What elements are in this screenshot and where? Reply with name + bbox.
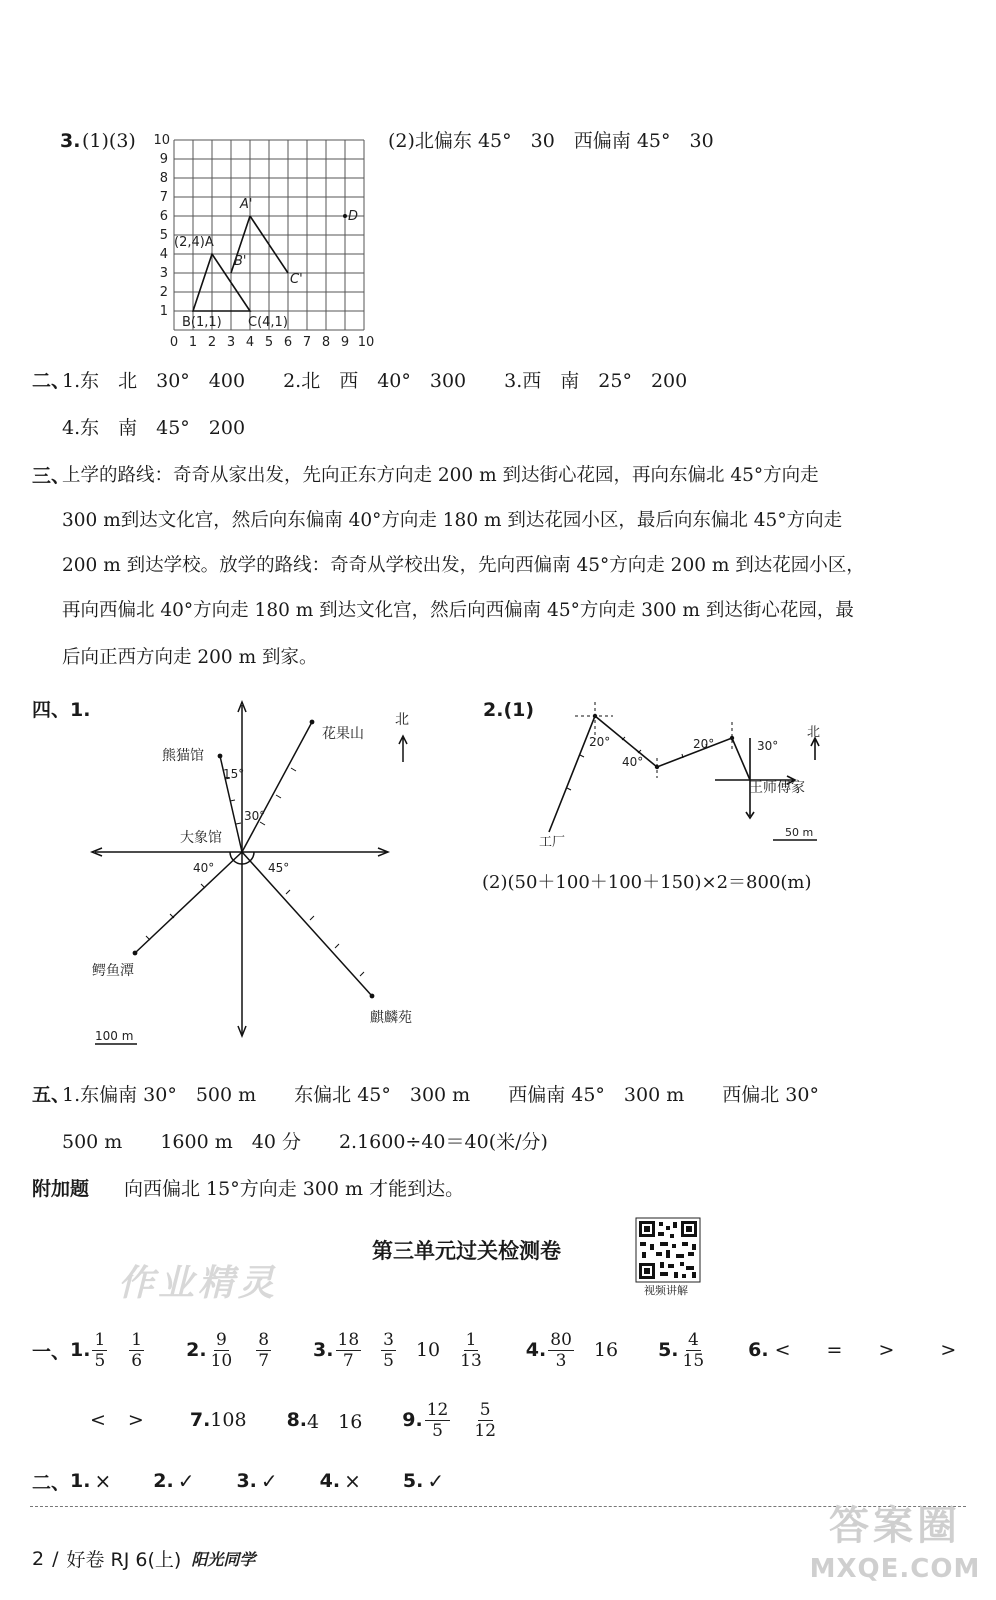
- route-angle-20a: 20°: [589, 735, 611, 749]
- section-3-head: 三、: [32, 465, 71, 487]
- x-tick: 10: [357, 335, 375, 350]
- section-3-line5: 后向正西方向走 200 m 到家。: [62, 647, 318, 668]
- u3-q8-value: 4 16: [307, 1410, 363, 1433]
- q4-2-part2: (2)(50＋100＋100＋150)×2＝800(m): [482, 872, 812, 893]
- label-d: D: [348, 209, 359, 224]
- numerator: 4: [687, 1329, 699, 1350]
- section-3-line3: 200 m 到达学校。放学的路线：奇奇从学校出发，先向西偏南 45°方向走 200 m 到达花园小区，: [62, 555, 865, 576]
- u3-s2-q-label: 5.: [402, 1470, 424, 1492]
- y-tick: 1: [159, 304, 168, 319]
- u3-q2-label: 2.: [186, 1339, 207, 1361]
- numerator: 80: [550, 1329, 572, 1350]
- grid-x-ticks: [170, 335, 374, 350]
- numerator: 1: [465, 1329, 477, 1350]
- u3-q3-frac-a: [336, 1330, 362, 1371]
- unit3-section1-row1: [32, 1325, 966, 1375]
- label-c-prime: C': [290, 272, 303, 287]
- book-code: 好卷 RJ 6(上): [66, 1549, 182, 1571]
- numerator: 3: [383, 1329, 394, 1350]
- map-angle-30: 30°: [244, 809, 266, 823]
- q3-sub-label: (1)(3): [82, 130, 136, 152]
- u3-q2-frac-b: [256, 1330, 271, 1371]
- u3-q6-sym: >: [127, 1409, 144, 1431]
- u3-q9-frac-b: [472, 1400, 498, 1441]
- route-scale-label: 50 m: [785, 826, 814, 839]
- map-label-xiongmao: 熊猫馆: [162, 748, 204, 764]
- route-label-factory: 工厂: [539, 835, 566, 850]
- map-scale-label: 100 m: [95, 1029, 134, 1043]
- u3-s2-q-label: 1.: [70, 1470, 91, 1492]
- watermark-text: 作业精灵: [118, 1263, 279, 1304]
- denominator: 7: [342, 1350, 354, 1371]
- page-number: 2: [32, 1547, 45, 1570]
- denominator: 10: [210, 1350, 233, 1371]
- u3-s1-head: 一、: [32, 1340, 71, 1363]
- map-angle-45: 45°: [268, 861, 290, 875]
- x-tick: 3: [226, 335, 236, 350]
- u3-q6-label: 6.: [748, 1339, 769, 1361]
- extra-question-answer: 向西偏北 15°方向走 300 m 才能到达。: [124, 1178, 465, 1200]
- denominator: 3: [555, 1350, 567, 1371]
- x-tick: 2: [207, 335, 217, 350]
- map-ray-eyu: [135, 852, 242, 953]
- route-path: [549, 716, 750, 832]
- u3-q1-frac-b: [129, 1330, 144, 1371]
- y-tick: 3: [159, 266, 168, 281]
- map-point-eyu: [133, 951, 138, 956]
- section-5-line1: 1.东偏南 30° 500 m 东偏北 45° 300 m 西偏南 45° 300 m 西偏北 30°: [62, 1084, 819, 1106]
- u3-q4-value: 16: [593, 1339, 619, 1361]
- x-tick: 7: [302, 335, 312, 350]
- denominator: 7: [258, 1350, 270, 1371]
- site-watermark: [800, 1500, 990, 1596]
- denominator: 6: [131, 1350, 143, 1371]
- check-mark: ✓: [427, 1469, 445, 1493]
- section-5-line2: 500 m 1600 m 40 分 2.1600÷40＝40(米/分): [62, 1131, 548, 1153]
- y-tick: 5: [159, 228, 168, 243]
- unit3-title: 第三单元过关检测卷: [372, 1239, 561, 1263]
- footer-separator: /: [52, 1547, 59, 1570]
- x-tick: 4: [245, 335, 255, 350]
- label-a: (2,4)A: [174, 235, 214, 250]
- numerator: 12: [426, 1399, 449, 1420]
- map-label-daxiang: 大象馆: [180, 830, 222, 846]
- u3-q3-frac-d: [458, 1330, 484, 1371]
- label-b: B(1,1): [182, 315, 222, 330]
- numerator: 9: [215, 1329, 227, 1350]
- section-2-head: 二、: [32, 370, 71, 392]
- u3-q4-frac-a: [548, 1330, 574, 1371]
- site-watermark-en: MXQE.COM: [809, 1554, 981, 1584]
- cross-mark: ×: [94, 1469, 112, 1493]
- u3-q6-sym: <: [774, 1339, 791, 1361]
- u3-q5-frac-a: [681, 1330, 707, 1371]
- denominator: 5: [94, 1350, 106, 1371]
- zoo-direction-map: [90, 700, 490, 1050]
- route-label-north: 北: [807, 725, 821, 740]
- label-b-prime: B': [234, 254, 247, 269]
- map-ray-huaguo: [242, 722, 312, 852]
- map-ray-qilin: [242, 852, 372, 996]
- route-angle-20b: 20°: [693, 737, 715, 751]
- section-3-line4: 再向西偏北 40°方向走 180 m 到达文化宫，然后向西偏南 45°方向走 300 m 到达街心花园，最: [62, 600, 854, 621]
- cross-mark: ×: [344, 1469, 361, 1493]
- label-a-prime: A': [240, 197, 253, 212]
- qr-code[interactable]: [636, 1218, 700, 1282]
- map-point-huaguo: [310, 720, 315, 725]
- u3-q7-label: 7.: [189, 1409, 211, 1431]
- u3-q1-frac-a: [92, 1330, 107, 1371]
- u3-q9-frac-a: [425, 1400, 451, 1441]
- map-angle-15: 15°: [223, 767, 245, 781]
- y-tick: 10: [153, 133, 170, 148]
- label-c: C(4,1): [248, 315, 288, 330]
- y-tick: 9: [159, 152, 168, 167]
- u3-q6-sym: =: [826, 1339, 843, 1361]
- u3-s2-head: 二、: [32, 1471, 71, 1494]
- denominator: 5: [383, 1350, 394, 1371]
- map-angle-40: 40°: [193, 861, 215, 875]
- x-tick: 0: [169, 335, 179, 350]
- y-tick: 6: [159, 209, 168, 224]
- numerator: 1: [94, 1329, 106, 1350]
- u3-q4-label: 4.: [525, 1339, 547, 1361]
- y-tick: 2: [159, 285, 168, 300]
- map-point-xiongmao: [218, 754, 223, 759]
- u3-q7-value: 108: [210, 1409, 247, 1431]
- route-north-arrow: [811, 738, 819, 760]
- map-label-qilin: 麒麟苑: [370, 1010, 412, 1026]
- route-map: [535, 700, 835, 850]
- numerator: 5: [479, 1399, 491, 1420]
- u3-q3-value: 10: [415, 1339, 441, 1361]
- section-3-line2: 300 m到达文化宫，然后向东偏南 40°方向走 180 m 到达花园小区，最后向东偏北 45°方向走: [62, 510, 843, 531]
- section-5-head: 五、: [32, 1084, 71, 1106]
- x-tick: 6: [283, 335, 293, 350]
- coordinate-grid: [140, 128, 380, 348]
- q3-part2-answer: (2)北偏东 45° 30 西偏南 45° 30: [388, 130, 714, 152]
- footer: [32, 1545, 255, 1572]
- u3-q6-sym: <: [90, 1409, 106, 1431]
- denominator: 15: [682, 1350, 705, 1371]
- u3-q3-frac-b: [381, 1330, 396, 1371]
- denominator: 13: [460, 1350, 482, 1371]
- y-tick: 8: [159, 171, 168, 186]
- section-2-line1: 1.东 北 30° 400 2.北 西 40° 300 3.西 南 25° 200: [62, 370, 688, 392]
- section-4-head: 四、1.: [32, 699, 91, 721]
- u3-q6-sym: >: [940, 1339, 957, 1361]
- u3-s2-q-label: 3.: [236, 1470, 257, 1492]
- y-tick: 4: [159, 247, 168, 262]
- numerator: 1: [131, 1329, 143, 1350]
- qr-caption: 视频讲解: [644, 1284, 688, 1297]
- map-label-north: 北: [395, 712, 409, 728]
- section-2-line2: 4.东 南 45° 200: [62, 417, 246, 439]
- u3-q6-sym: >: [878, 1339, 895, 1361]
- u3-s2-q-label: 4.: [319, 1470, 341, 1492]
- map-point-qilin: [370, 994, 375, 999]
- extra-question-label: 附加题: [32, 1178, 90, 1200]
- numerator: 8: [258, 1329, 270, 1350]
- check-mark: ✓: [260, 1469, 278, 1493]
- site-watermark-cn: 答案圈: [829, 1503, 961, 1549]
- denominator: 5: [432, 1420, 443, 1441]
- u3-q8-label: 8.: [286, 1409, 308, 1431]
- q4-2-head: 2.(1): [483, 699, 535, 721]
- q3-label: 3.: [60, 130, 81, 152]
- x-tick: 8: [321, 335, 331, 350]
- u3-s2-q-label: 2.: [153, 1470, 174, 1492]
- denominator: 12: [474, 1420, 497, 1441]
- check-mark: ✓: [177, 1469, 195, 1493]
- u3-q3-label: 3.: [313, 1339, 334, 1361]
- u3-q9-label: 9.: [402, 1409, 423, 1431]
- unit3-section1-row2: [90, 1395, 500, 1445]
- x-tick: 5: [264, 335, 274, 350]
- x-tick: 1: [188, 335, 198, 350]
- point-d: [343, 214, 347, 218]
- section-3-line1: 上学的路线：奇奇从家出发，先向正东方向走 200 m 到达街心花园，再向东偏北 45°方向走: [62, 465, 819, 486]
- map-label-huaguo: 花果山: [322, 726, 364, 742]
- unit3-section2: [32, 1466, 444, 1496]
- grid-y-ticks: [153, 133, 170, 319]
- u3-q5-label: 5.: [658, 1339, 679, 1361]
- x-tick: 9: [340, 335, 350, 350]
- route-angle-30: 30°: [757, 739, 779, 753]
- u3-q1-label: 1.: [70, 1339, 91, 1361]
- map-north-arrow: [399, 736, 407, 762]
- y-tick: 7: [159, 190, 168, 205]
- route-label-home: 王师傅家: [749, 780, 805, 796]
- brand-logo: 阳光同学: [191, 1550, 256, 1569]
- numerator: 18: [337, 1329, 360, 1350]
- map-label-eyu: 鳄鱼潭: [92, 963, 134, 979]
- u3-q2-frac-a: [209, 1330, 235, 1371]
- route-angle-40: 40°: [622, 755, 644, 769]
